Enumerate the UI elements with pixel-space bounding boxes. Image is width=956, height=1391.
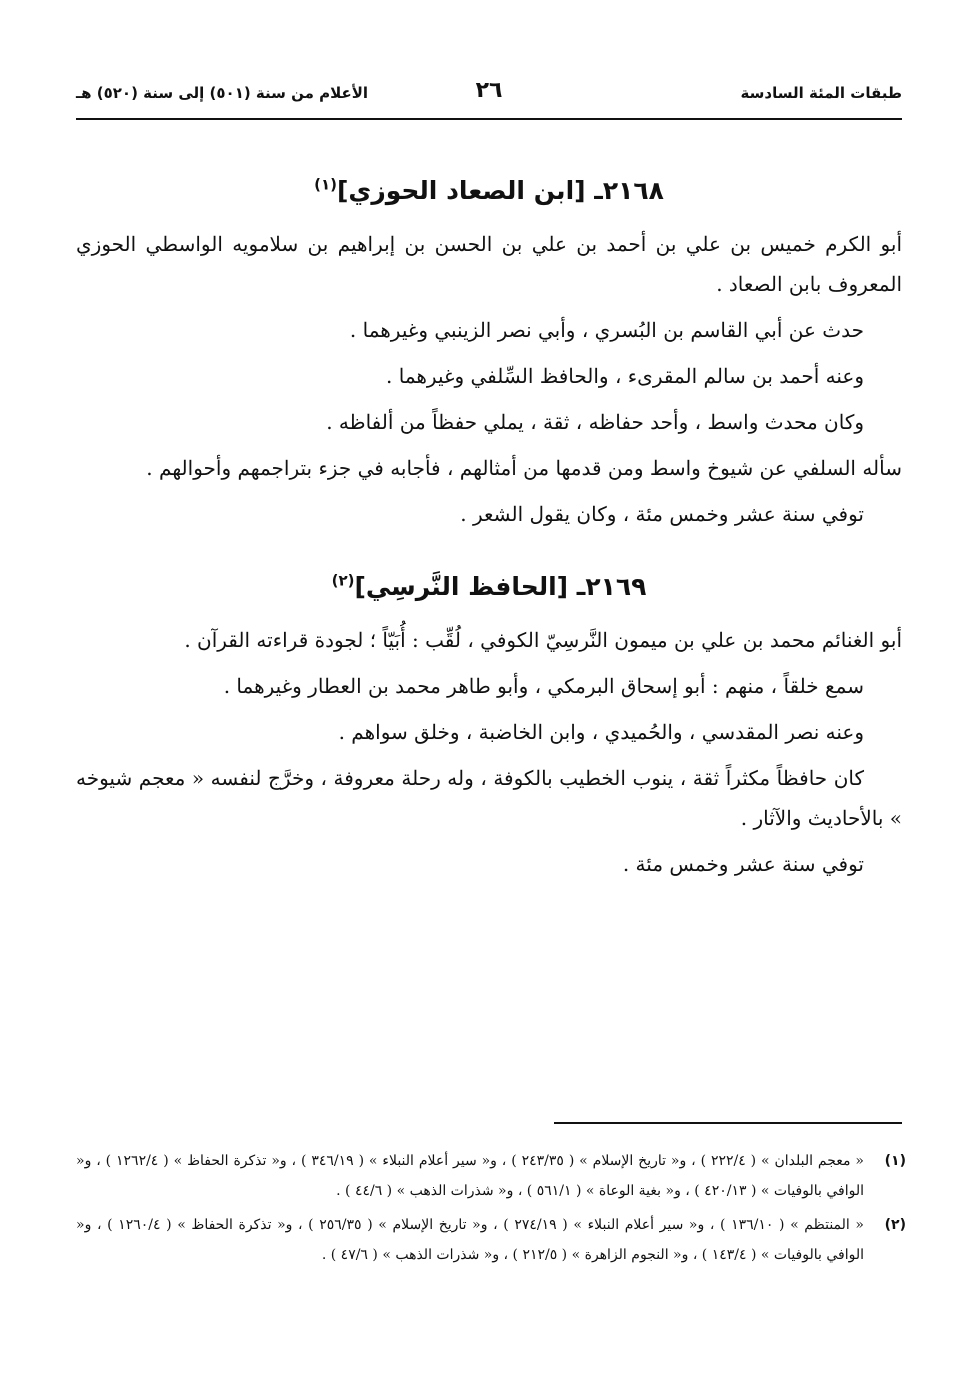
footnotes [76, 1146, 906, 1274]
footnote-number: (٢) [884, 1217, 906, 1233]
entry-paragraph: سأله السلفي عن شيوخ واسط ومن قدمها من أمثالهم ، فأجابه في جزء بتراجمهم وأحوالهم . [146, 456, 902, 480]
entry-paragraph: كان حافظاً مكثراً ثقة ، ينوب الخطيب بالكوفة ، وله رحلة معروفة ، وخرَّج لنفسه « معجم شيوخه » بالأحاديث والآثار . [76, 766, 902, 830]
footnote-item [76, 1210, 906, 1270]
entry-paragraph: أبو الكرم خميس بن علي بن أحمد بن علي بن الحسن بن إبراهيم بن سلامويه الواسطي الحوزي المعروف بابن الصعاد . [76, 232, 902, 296]
entry-paragraph: توفي سنة عشر وخمس مئة . [622, 852, 864, 876]
entry-paragraph: أبو الغنائم محمد بن علي بن ميمون النَّرسِيّ الكوفي ، لُقِّب : أُبَيّاً ؛ لجودة قراءته القرآن . [184, 628, 902, 652]
entry-title-text: ٢١٦٨ـ [ابن الصعاد الحوزي] [336, 176, 664, 205]
main-text [76, 168, 902, 890]
page-number: ٢٦ [475, 78, 503, 103]
volume-range-title: الأعلام من سنة (٥٠١) إلى سنة (٥٢٠) هـ [76, 84, 369, 102]
footnote-ref: (٢) [331, 571, 355, 590]
entry-title-2168 [76, 168, 902, 214]
entry-paragraph: وعنه أحمد بن سالم المقرىء ، والحافظ السِّلفي وغيرهما . [386, 364, 864, 388]
entry-paragraph: توفي سنة عشر وخمس مئة ، وكان يقول الشعر . [460, 502, 864, 526]
entry-paragraph: وكان محدث واسط ، وأحد حفاظه ، ثقة ، يملي حفظاً من ألفاظه . [326, 410, 864, 434]
entry-paragraph: حدث عن أبي القاسم بن البُسري ، وأبي نصر الزينبي وغيرهما . [349, 318, 864, 342]
entry-paragraph: وعنه نصر المقدسي ، والحُميدي ، وابن الخاضبة ، وخلق سواهم . [338, 720, 864, 744]
footnote-number: (١) [884, 1153, 906, 1169]
header-rule [76, 118, 902, 120]
entry-title-text: ٢١٦٩ـ [الحافظ النَّرسِي] [354, 572, 647, 601]
entry-paragraph: سمع خلقاً ، منهم : أبو إسحاق البرمكي ، وأبو طاهر محمد بن العطار وغيرهما . [223, 674, 864, 698]
footnote-text: « معجم البلدان » ( ٢٢٢/٤ ) ، و« تاريخ الإسلام » ( ٢٤٣/٣٥ ) ، و« سير أعلام النبلاء » ( ٣٤٦/١٩ ) ، و« تذكرة الحفاظ » ( ١٢٦٢/٤ ) ، و« الوافي بالوفيات » ( ٤٢٠/١٣ ) ، و« بغية الوعاة » ( ٥٦١/١ ) ، و« شذرات الذهب » ( ٤٤/٦ ) . [76, 1153, 864, 1199]
entry-spacer [76, 540, 902, 564]
footnote-text: « المنتظم » ( ١٣٦/١٠ ) ، و« سير أعلام النبلاء » ( ٢٧٤/١٩ ) ، و« تاريخ الإسلام » ( ٢٥٦/٣٥ ) ، و« تذكرة الحفاظ » ( ١٢٦٠/٤ ) ، و« الوافي بالوفيات » ( ١٤٣/٤ ) ، و« النجوم الزاهرة » ( ٢١٢/٥ ) ، و« شذرات الذهب » ( ٤٧/٦ ) . [76, 1217, 864, 1263]
footnote-rule [554, 1122, 902, 1124]
running-header [76, 80, 902, 116]
footnote-item [76, 1146, 906, 1206]
footnote-ref: (١) [314, 175, 337, 194]
entry-title-2169 [76, 564, 902, 610]
book-section-title: طبقات المئة السادسة [740, 84, 902, 102]
